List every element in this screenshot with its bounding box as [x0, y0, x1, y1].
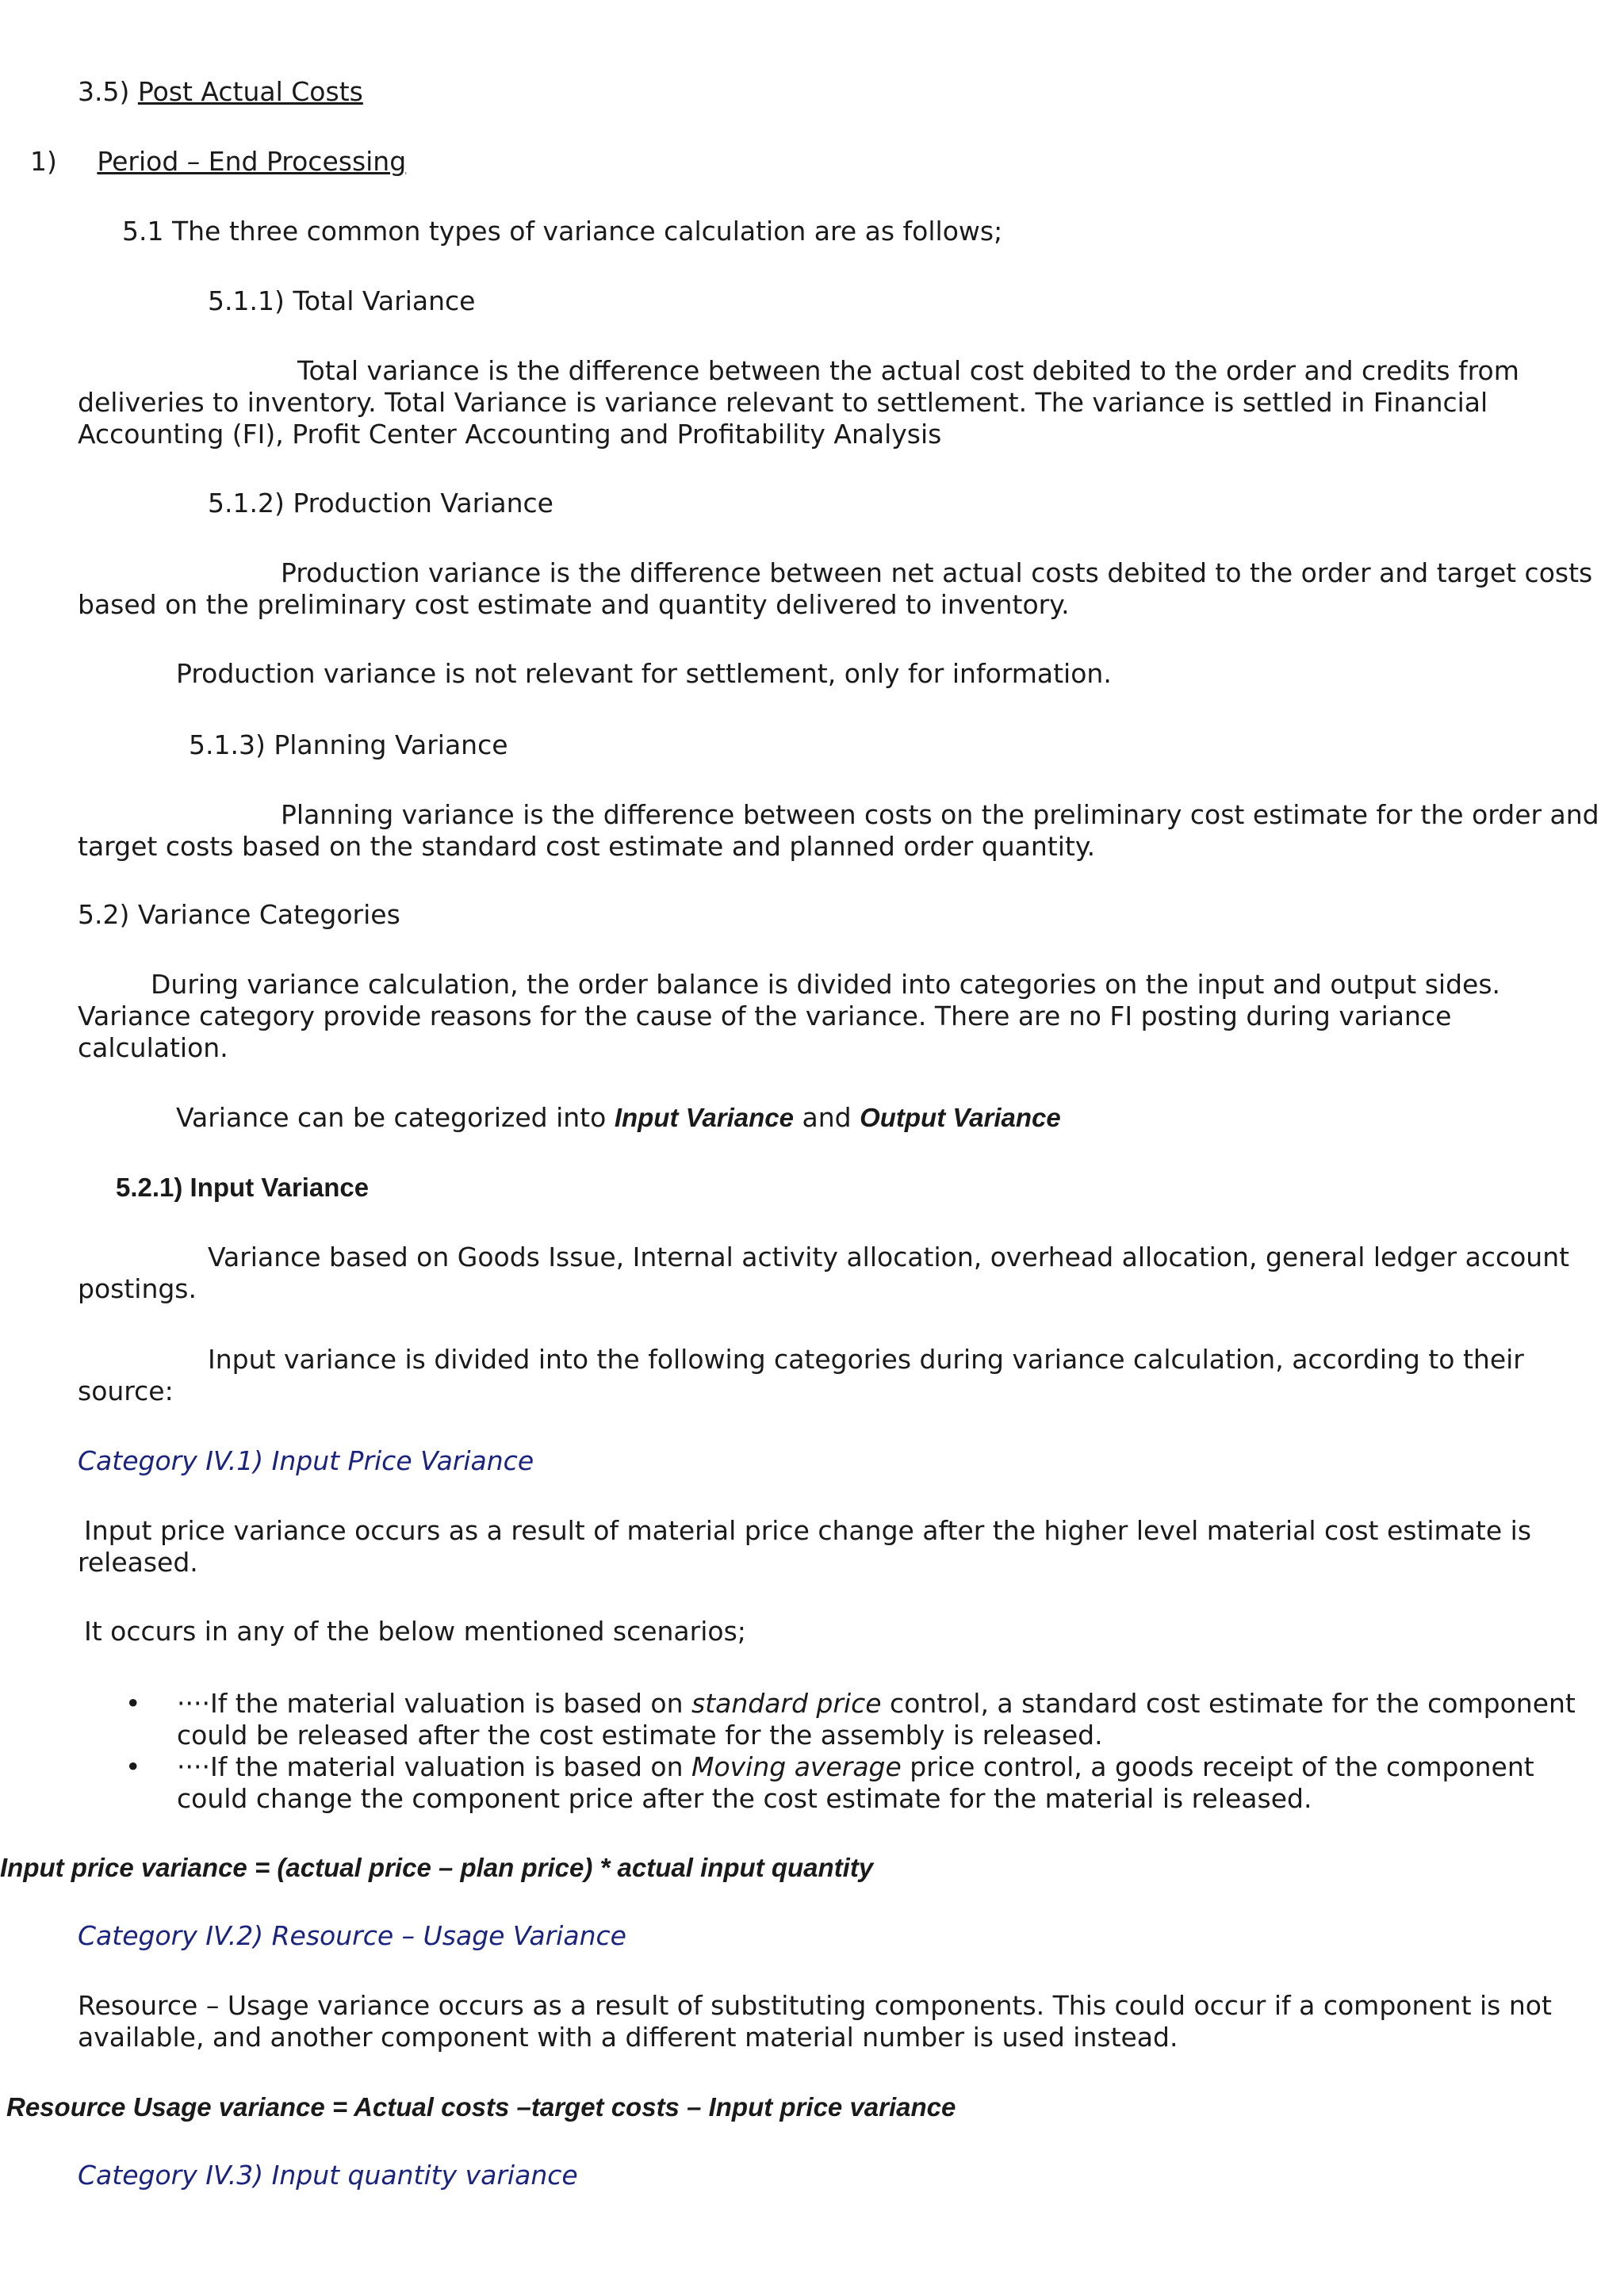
output-variance-term: Output Variance: [860, 1103, 1061, 1132]
list-item: [78, 1688, 1584, 1751]
heading-3-5-title: Post Actual Costs: [137, 76, 363, 107]
heading-5-2: 5.2) Variance Categories: [78, 899, 400, 930]
scenario-2-text-b: Moving average: [691, 1751, 902, 1782]
categorized-and: and: [793, 1102, 860, 1133]
heading-1: [30, 146, 406, 178]
paragraph-input-price-variance: Input price variance occurs as a result of material price change after the higher level material cost estimate is released.: [78, 1515, 1532, 1578]
heading-3-5-number: 3.5): [78, 76, 130, 107]
bullet-icon: •: [125, 1751, 141, 1782]
paragraph-input-variance-categories: Input variance is divided into the following categories during variance calculation, according to their source:: [78, 1344, 1524, 1406]
heading-5-2-1: 5.2.1) Input Variance: [116, 1173, 370, 1202]
scenario-1-text-b: standard price: [691, 1688, 882, 1719]
scenario-1-text-c: control, a standard cost estimate for the component could be released after the cost estimate for the assembly is released.: [177, 1688, 1576, 1751]
scenario-1-text-a: ····If the material valuation is based on: [177, 1688, 691, 1719]
bullet-icon: •: [125, 1688, 141, 1719]
paragraph-production-variance: Production variance is the difference between net actual costs debited to the order and target costs based on the preliminary cost estimate and quantity delivered to inventory.: [78, 557, 1593, 620]
scenario-list: [78, 1688, 1584, 1815]
paragraph-total-variance: Total variance is the difference between the actual cost debited to the order and credits from deliveries to inventory. Total Variance is variance relevant to settlement. The variance is settled in Financial Accounting (FI), Profit Center Accounting and Profitability Analysis: [78, 355, 1519, 450]
paragraph-variance-categories: During variance calculation, the order balance is divided into categories on the input and output sides. Variance category provide reasons for the cause of the variance. There are no FI posting during variance calculation.: [78, 969, 1501, 1063]
heading-3-5: [78, 76, 363, 108]
heading-5-1-1: 5.1.1) Total Variance: [208, 285, 476, 316]
scenario-2-text-c: price control, a goods receipt of the component could change the component price after the cost estimate for the material is released.: [177, 1751, 1534, 1814]
categorized-text: Variance can be categorized into: [176, 1102, 615, 1133]
category-iv-1-heading: Category IV.1) Input Price Variance: [78, 1445, 534, 1476]
paragraph-planning-variance: Planning variance is the difference between costs on the preliminary cost estimate for the order and target costs based on the standard cost estimate and planned order quantity.: [78, 799, 1599, 862]
heading-1-number: 1): [30, 146, 57, 177]
heading-5-1: 5.1 The three common types of variance calculation are as follows;: [122, 216, 1003, 247]
heading-5-1-2: 5.1.2) Production Variance: [208, 488, 553, 519]
paragraph-scenarios-intro: It occurs in any of the below mentioned scenarios;: [84, 1616, 746, 1647]
heading-1-title: Period – End Processing: [97, 146, 407, 177]
heading-5-1-3: 5.1.3) Planning Variance: [189, 729, 508, 760]
scenario-2-text-a: ····If the material valuation is based on: [177, 1751, 691, 1782]
paragraph-input-variance-basis: Variance based on Goods Issue, Internal activity allocation, overhead allocation, general ledger account postings.: [78, 1242, 1570, 1304]
paragraph-categorized-into: [176, 1102, 1061, 1134]
paragraph-production-note: Production variance is not relevant for settlement, only for information.: [176, 658, 1112, 689]
input-variance-term: Input Variance: [614, 1103, 794, 1132]
paragraph-resource-usage-variance: Resource – Usage variance occurs as a result of substituting components. This could occur if a component is not available, and another component with a different material number is used instead.: [78, 1990, 1552, 2053]
formula-resource-usage-variance: Resource Usage variance = Actual costs –target costs – Input price variance: [6, 2092, 956, 2122]
category-iv-3-heading: Category IV.3) Input quantity variance: [78, 2160, 578, 2191]
list-item: [78, 1751, 1584, 1815]
formula-input-price-variance: Input price variance = (actual price – plan price) * actual input quantity: [0, 1853, 874, 1882]
category-iv-2-heading: Category IV.2) Resource – Usage Variance: [78, 1920, 626, 1951]
